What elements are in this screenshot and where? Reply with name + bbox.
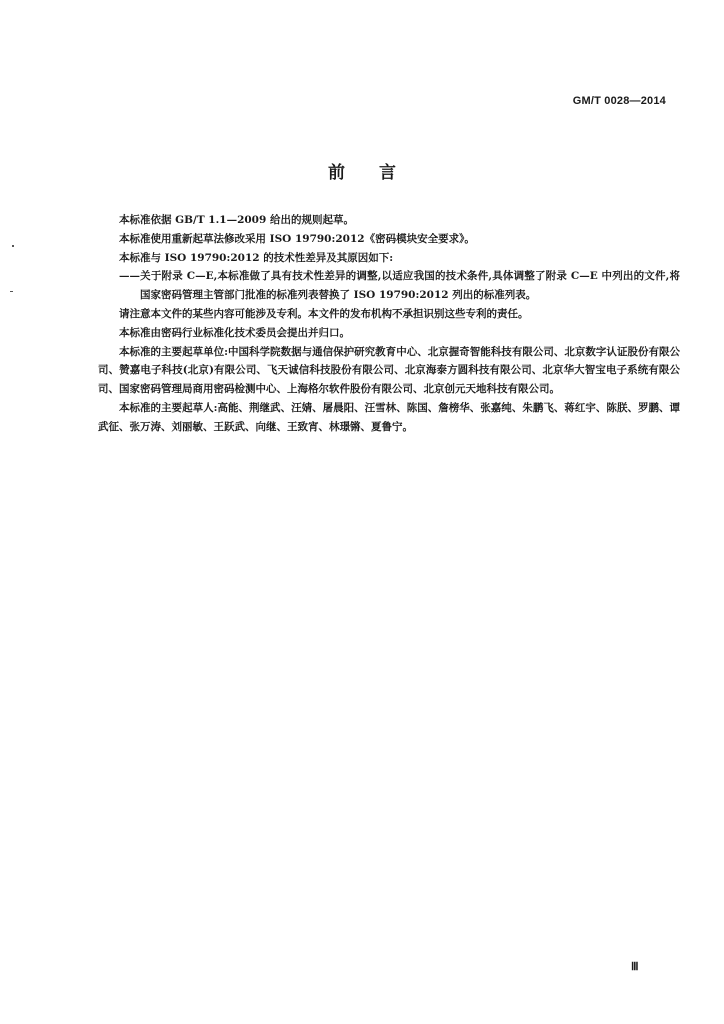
difference-item-text: ——关于附录 C—E,本标准做了具有技术性差异的调整,以适应我国的技术条件,具体调整了附录 C—E 中列出的文件,将国家密码管理主管部门批准的标准列表替换了 ISO 19790:2012 列出的标准列表。 (119, 270, 680, 302)
paragraph-difference-item (98, 267, 680, 305)
paragraph-proposer: 本标准由密码行业标准化技术委员会提出并归口。 (119, 326, 350, 339)
paragraph-drafting-units: 本标准的主要起草单位:中国科学院数据与通信保护研究教育中心、北京握奇智能科技有限公司、北京数字认证股份有限公司、赞嘉电子科技(北京)有限公司、飞天诚信科技股份有限公司、北京海泰方圆科技有限公司、北京华大智宝电子系统有限公司、国家密码管理局商用密码检测中心、上海格尔软件股份有限公司、北京创元天地科技有限公司。 (98, 345, 680, 396)
section-title: 前言 (328, 163, 430, 183)
paragraph-drafters: 本标准的主要起草人:高能、荆继武、汪婧、屠晨阳、汪雪林、陈国、詹榜华、张嘉纯、朱鹏飞、蒋红宇、陈朕、罗鹏、谭武征、张万涛、刘丽敏、王跃武、向继、王致宵、林璟锵、夏鲁宁。 (98, 401, 680, 433)
page-number: Ⅲ (631, 961, 639, 973)
foreword-body (98, 211, 680, 437)
paragraph-drafting-rules: 本标准依据 GB/T 1.1—2009 给出的规则起草。 (119, 214, 354, 226)
scan-speck (10, 291, 13, 292)
paragraph-patent-notice: 请注意本文件的某些内容可能涉及专利。本文件的发布机构不承担识别这些专利的责任。 (119, 307, 529, 320)
paragraph-adoption-method: 本标准使用重新起草法修改采用 ISO 19790:2012《密码模块安全要求》。 (119, 232, 475, 245)
paragraph-differences-intro: 本标准与 ISO 19790:2012 的技术性差异及其原因如下: (119, 251, 394, 264)
standard-code: GM/T 0028—2014 (572, 95, 666, 107)
scan-speck (12, 245, 14, 247)
